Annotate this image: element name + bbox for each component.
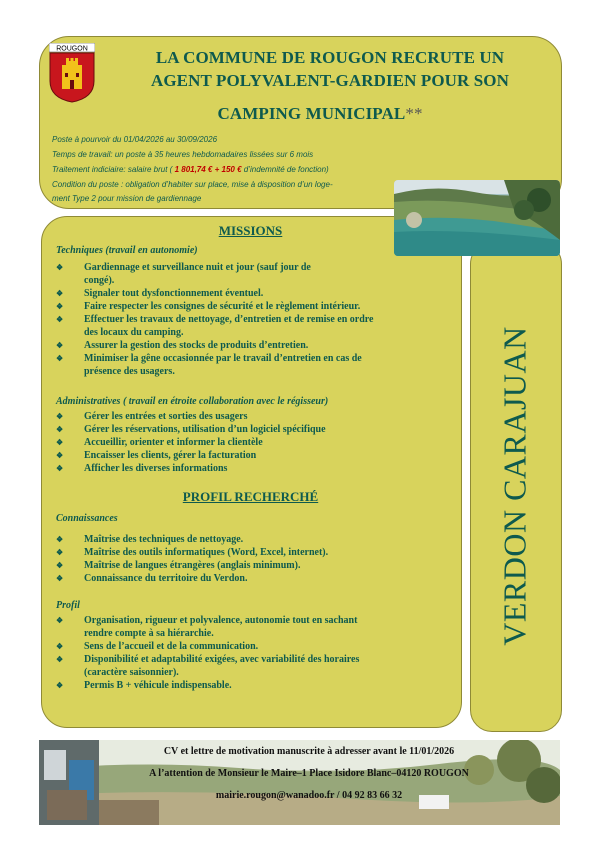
bullet-icon: ❖ bbox=[56, 642, 64, 651]
list-item: ❖ Accueillir, orienter et informer la clientèle bbox=[56, 437, 263, 448]
bullet-icon: ❖ bbox=[56, 354, 64, 363]
info-temps: Temps de travail: un poste à 35 heures hebdomadaires lissées sur 6 mois bbox=[52, 150, 314, 159]
info-condition-1: Condition du poste : obligation d’habiter sur place, mise à disposition d’un loge- bbox=[52, 180, 333, 189]
bullet-icon: ❖ bbox=[56, 548, 64, 557]
title-stars: ** bbox=[405, 104, 423, 123]
bullet-icon: ❖ bbox=[56, 464, 64, 473]
list-item: ❖ Permis B + véhicule indispensable. bbox=[56, 680, 232, 691]
bullet-icon: ❖ bbox=[56, 561, 64, 570]
list-item: ❖ Maîtrise des outils informatiques (Word, Excel, internet). bbox=[56, 547, 329, 558]
bullet-icon: ❖ bbox=[56, 681, 64, 690]
salary-amount: 1 801,74 € bbox=[172, 165, 215, 174]
footer-line-1: CV et lettre de motivation manuscrite à adresser avant le 11/01/2026 bbox=[163, 746, 455, 757]
traitement-suffix: d’indemnité de fonction) bbox=[241, 165, 329, 174]
administratives-list bbox=[56, 410, 456, 475]
crest-label: ROUGON bbox=[56, 45, 88, 53]
list-item: ❖ Gérer les entrées et sorties des usagers bbox=[56, 411, 248, 422]
techniques-subheading: Techniques (travail en autonomie) bbox=[56, 245, 198, 256]
info-condition-2: ment Type 2 pour mission de gardiennage bbox=[52, 194, 202, 203]
salary-plus: + bbox=[214, 165, 222, 174]
rougon-crest-logo bbox=[49, 43, 95, 103]
list-item: ❖ Organisation, rigueur et polyvalence, autonomie tout en sachant rendre compte à sa hiérarchie. bbox=[56, 615, 358, 639]
connaissances-subheading: Connaissances bbox=[56, 513, 118, 524]
profil-subheading: Profil bbox=[56, 600, 80, 611]
vertical-title bbox=[470, 242, 560, 730]
bullet-icon: ❖ bbox=[56, 315, 64, 324]
title-line-3 bbox=[170, 104, 470, 124]
administratives-subheading: Administratives ( travail en étroite collaboration avec le régisseur) bbox=[56, 396, 329, 407]
list-item: ❖ Faire respecter les consignes de sécurité et le règlement intérieur. bbox=[56, 301, 361, 312]
indemnity-amount: 150 € bbox=[221, 165, 242, 174]
profil-list bbox=[56, 614, 456, 692]
footer-photo-banner bbox=[39, 740, 560, 825]
list-item: ❖ Minimiser la gêne occasionnée par le travail d’entretien en cas de présence des usagers. bbox=[56, 353, 362, 377]
missions-heading: MISSIONS bbox=[218, 223, 283, 238]
vertical-title-text: VERDON CARAJUAN bbox=[496, 326, 533, 646]
bullet-icon: ❖ bbox=[56, 655, 64, 664]
footer-contact: mairie.rougon@wanadoo.fr / 04 92 83 66 32 bbox=[215, 790, 403, 801]
bullet-icon: ❖ bbox=[56, 302, 64, 311]
techniques-list bbox=[56, 261, 456, 378]
bullet-icon: ❖ bbox=[56, 263, 64, 272]
title-camping: CAMPING MUNICIPAL bbox=[217, 104, 406, 123]
bullet-icon: ❖ bbox=[56, 341, 64, 350]
list-item: ❖ Encaisser les clients, gérer la facturation bbox=[56, 450, 257, 461]
bullet-icon: ❖ bbox=[56, 451, 64, 460]
info-traitement bbox=[52, 165, 329, 174]
title-line-1: LA COMMUNE DE ROUGON RECRUTE UN bbox=[155, 48, 505, 67]
title-line-2: AGENT POLYVALENT-GARDIEN POUR SON bbox=[150, 71, 510, 90]
bullet-icon: ❖ bbox=[56, 412, 64, 421]
bullet-icon: ❖ bbox=[56, 616, 64, 625]
footer-line-2: A l’attention de Monsieur le Maire–1 Place Isidore Blanc–04120 ROUGON bbox=[149, 768, 469, 779]
traitement-prefix: Traitement indiciaire: salaire brut ( bbox=[52, 165, 173, 174]
list-item: ❖ Effectuer les travaux de nettoyage, d’entretien et de remise en ordre des locaux du camping. bbox=[56, 314, 374, 338]
list-item: ❖ Gérer les réservations, utilisation d’un logiciel spécifique bbox=[56, 424, 326, 435]
bullet-icon: ❖ bbox=[56, 289, 64, 298]
bullet-icon: ❖ bbox=[56, 535, 64, 544]
profil-heading: PROFIL RECHERCHÉ bbox=[182, 489, 319, 504]
bullet-icon: ❖ bbox=[56, 425, 64, 434]
list-item: ❖ Disponibilité et adaptabilité exigées, avec variabilité des horaires (caractère saisonnier). bbox=[56, 654, 360, 678]
list-item: ❖ Maîtrise des techniques de nettoyage. bbox=[56, 534, 244, 545]
connaissances-list bbox=[56, 533, 456, 585]
list-item: ❖ Gardiennage et surveillance nuit et jour (sauf jour de congé). bbox=[56, 262, 311, 286]
list-item: ❖ Assurer la gestion des stocks de produits d’entretien. bbox=[56, 340, 309, 351]
info-poste: Poste à pourvoir du 01/04/2026 au 30/09/2026 bbox=[52, 135, 218, 144]
list-item: ❖ Connaissance du territoire du Verdon. bbox=[56, 573, 248, 584]
list-item: ❖ Afficher les diverses informations bbox=[56, 463, 228, 474]
list-item: ❖ Sens de l’accueil et de la communication. bbox=[56, 641, 259, 652]
bullet-icon: ❖ bbox=[56, 438, 64, 447]
bullet-icon: ❖ bbox=[56, 574, 64, 583]
list-item: ❖ Signaler tout dysfonctionnement éventuel. bbox=[56, 288, 264, 299]
list-item: ❖ Maîtrise de langues étrangères (anglais minimum). bbox=[56, 560, 301, 571]
